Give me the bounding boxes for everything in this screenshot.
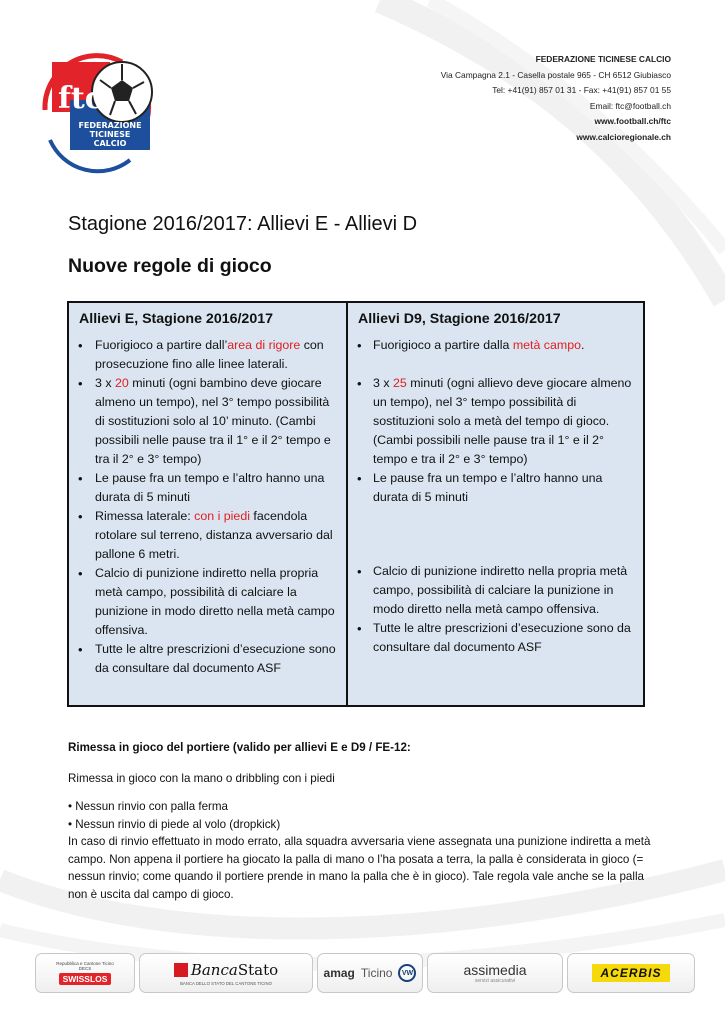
federation-address: Via Campagna 2.1 - Casella postale 965 - CH 6512 Giubiasco — [440, 69, 671, 80]
list-item: • Fuorigioco a partire dall’area di rigore con prosecuzione fino alle linee laterali. — [69, 336, 342, 374]
federation-phone: Tel: +41(91) 857 01 31 - Fax: +41(91) 857 01 55 — [492, 85, 671, 95]
svg-text:FEDERAZIONE: FEDERAZIONE — [78, 121, 142, 130]
list-item: • Le pause fra un tempo e l’altro hanno una durata di 5 minuti — [69, 469, 342, 507]
allievi-d9-column — [348, 303, 643, 705]
svg-text:TICINESE: TICINESE — [89, 130, 131, 139]
list-item: • 3 x 25 minuti (ogni allievo deve giocare almeno un tempo), nel 3° tempo possibilità di sostituzioni solo a metà del tempo di gioco. (Cambi possibili nelle pause tra il 1° e il 2° tempo e tra il 2° e 3° tempo) — [348, 374, 639, 469]
federation-web-link-2[interactable]: www.calcioregionale.ch — [576, 131, 671, 142]
sponsor-assimedia: assimedia servizi assicurativi — [427, 953, 563, 993]
sponsor-bancastato: Banca Stato BANCA DELLO STATO DEL CANTONE TICINO — [139, 953, 313, 993]
document-title: Stagione 2016/2017: Allievi E - Allievi D — [68, 213, 418, 235]
svg-text:CALCIO: CALCIO — [93, 139, 127, 148]
swisslos-logo: SWISSLOS — [59, 973, 112, 985]
ftc-logo — [30, 40, 160, 180]
logo-letters: ftc — [58, 81, 104, 116]
sponsor-bar — [35, 953, 695, 993]
goalkeeper-section — [68, 739, 663, 903]
bancastato-mark-icon — [174, 963, 188, 977]
goalkeeper-heading: Rimessa in gioco del portiere (valido per allievi E e D9 / FE-12: — [68, 741, 411, 754]
sponsor-acerbis: ACERBIS — [567, 953, 695, 993]
list-item: • Rimessa laterale: con i piedi facendola rotolare sul terreno, distanza avversario dal pallone 6 metri. — [69, 507, 342, 564]
goalkeeper-bullet: • Nessun rinvio con palla ferma — [68, 800, 229, 813]
list-item: • Tutte le altre prescrizioni d’esecuzione sono da consultare dal documento ASF — [69, 640, 342, 678]
allievi-d9-heading: Allievi D9, Stagione 2016/2017 — [358, 311, 561, 327]
list-item: • Fuorigioco a partire dalla metà campo. — [348, 336, 639, 355]
federation-email[interactable]: Email: ftc@football.ch — [589, 100, 671, 111]
sponsor-amag: amag Ticino VW — [317, 953, 423, 993]
goalkeeper-line: Rimessa in gioco con la mano o dribbling con i piedi — [68, 771, 335, 785]
vw-logo-icon: VW — [398, 964, 416, 982]
list-item: • Tutte le altre prescrizioni d’esecuzione sono da consultare dal documento ASF — [348, 619, 639, 657]
goalkeeper-bullet: • Nessun rinvio di piede al volo (dropkick) — [68, 817, 281, 831]
allievi-e-column — [69, 303, 348, 705]
federation-web-link[interactable]: www.football.ch/ftc — [594, 116, 671, 126]
allievi-e-list — [69, 336, 346, 678]
rules-table — [67, 301, 645, 707]
sponsor-swisslos: Repubblica e Cantone Ticino DECS SWISSLOS — [35, 953, 135, 993]
allievi-d9-list — [348, 336, 643, 657]
list-item: • 3 x 20 minuti (ogni bambino deve giocare almeno un tempo), nel 3° tempo possibilità di sostituzioni solo al 10’ minuto. (Cambi possibili nelle pause tra il 1° e il 2° tempo e tra il 2° e 3° tempo) — [69, 374, 342, 469]
document-subtitle: Nuove regole di gioco — [68, 255, 272, 277]
list-item: • Le pause fra un tempo e l’altro hanno una durata di 5 minuti — [348, 469, 639, 507]
goalkeeper-paragraph: In caso di rinvio effettuato in modo errato, alla squadra avversaria viene assegnata una punizione indiretta a metà campo. Non appena il portiere ha giocato la palla di mano o l’ha posata a terra, la palla è considerata in gioco (= nessun rinvio; come quando il portiere prende in mano la palla che è in gioco). Tale regola vale anche se la palla non è uscita dal campo di gioco. — [68, 835, 651, 901]
federation-info — [441, 52, 671, 145]
list-item: • Calcio di punizione indiretto nella propria metà campo, possibilità di calciare la punizione in modo diretto nella metà campo offensiva. — [348, 562, 639, 619]
list-item: • Calcio di punizione indiretto nella propria metà campo, possibilità di calciare la punizione in modo diretto nella metà campo offensiva. — [69, 564, 342, 640]
federation-name: FEDERAZIONE TICINESE CALCIO — [535, 54, 671, 64]
allievi-e-heading: Allievi E, Stagione 2016/2017 — [79, 311, 273, 327]
